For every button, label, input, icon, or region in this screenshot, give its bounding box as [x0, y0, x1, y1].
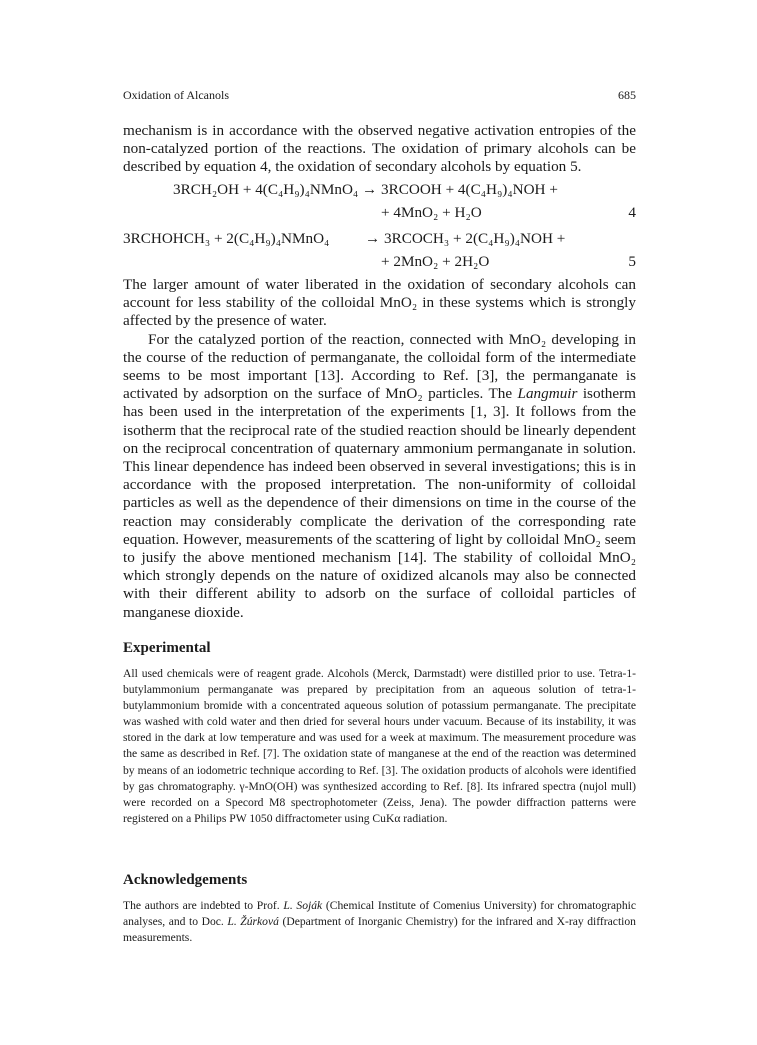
- paragraph-water: The larger amount of water liberated in the oxidation of secondary alcohols can account for less stability of the colloidal MnO₂ in these systems which is strongly affected by the presence of water.: [123, 276, 636, 330]
- equation-4-number: 4: [628, 204, 636, 221]
- equation-5-number: 5: [628, 253, 636, 270]
- langmuir-term: Langmuir: [517, 385, 578, 403]
- intro-paragraph: [123, 122, 636, 177]
- experimental-heading: Experimental: [123, 640, 211, 656]
- ack-part-2: (Chemical Institute of Comenius University) for chromatographic analyses, and to Doc.: [123, 899, 636, 929]
- paragraph-catalyzed: [123, 331, 636, 622]
- ack-name-1: L. Soják: [283, 899, 323, 912]
- equation-4-line-1: 3RCH₂OH + 4(C₄H₉)₄NMnO₄ → 3RCOOH + 4(C₄H₉)₄NOH +: [173, 181, 558, 198]
- equation-5-lhs: 3RCHOHCH₃ + 2(C₄H₉)₄NMnO₄: [123, 230, 330, 247]
- equation-5-rhs-line-2: + 2MnO₂ + 2H₂O: [381, 253, 490, 270]
- equation-5-rhs-line-1: → 3RCOCH₃ + 2(C₄H₉)₄NOH +: [365, 230, 566, 247]
- body-paragraphs: [123, 276, 636, 622]
- running-title: Oxidation of Alcanols: [123, 88, 229, 102]
- paragraph-catalyzed-part-2: isotherm has been used in the interpretation of the experiments [1, 3]. It follows from the isotherm that the reciprocal rate of the studied reaction should be linearly dependent on the reciprocal concentration of quaternary ammonium permanganate in solution. This linear dependence has indeed been observed in several investigations; this is in accordance with the proposed interpretation. The non-uniformity of colloidal particles as well as the dependence of their dimensions on time in the course of the reaction may considerably complicate the derivation of the corresponding rate equation. However, measurements of the scattering of light by colloidal MnO₂ seem to jusify the above mentioned mechanism [14]. The stability of colloidal MnO₂ which strongly depends on the nature of oxidized alcanols may also be connected with their different ability to adsorb on the surface of colloidal particles of manganese dioxide.: [123, 385, 636, 621]
- experimental-text: All used chemicals were of reagent grade. Alcohols (Merck, Darmstadt) were distilled prior to use. Tetra-1-butylammonium permanganate was prepared by precipitation from an aqueous solution of tetra-1-butylammonium bromide with a concentrated aqueous solution of potassium permanganate. The precipitate was washed with cold water and then dried for several hours under vacuum. Because of its instability, it was stored in the dark at low temperature and was used for a week at maximum. The measurement procedure was the same as described in Ref. [7]. The oxidation state of manganese at the end of the reaction was determined by means of an iodometric technique according to Ref. [3]. The oxidation products of alcohols were identified by gas chromatography. γ-MnO(OH) was synthesized according to Ref. [8]. Its infrared spectra (nujol mull) were recorded on a Specord M8 spectrophotometer (Zeiss, Jena). The powder diffraction patterns were registered on a Philips PW 1050 diffractometer using CuKα radiation.: [123, 667, 636, 825]
- acknowledgements-section: [123, 898, 636, 946]
- intro-paragraph-text: mechanism is in accordance with the observed negative activation entropies of the non-catalyzed portion of the reactions. The oxidation of primary alcohols can be described by equation 4, the oxidation of secondary alcohols by equation 5.: [123, 122, 636, 176]
- ack-name-2: L. Žúrková: [227, 915, 279, 929]
- experimental-section: [123, 666, 636, 827]
- ack-part-1: The authors are indebted to Prof.: [123, 899, 284, 912]
- page-number: 685: [618, 88, 636, 102]
- acknowledgements-text: [123, 898, 636, 946]
- equation-4-line-2: + 4MnO₂ + H₂O: [381, 204, 482, 221]
- running-header: [123, 88, 636, 106]
- acknowledgements-heading: Acknowledgements: [123, 872, 248, 888]
- ack-part-3: (Department of Inorganic Chemistry) for the infrared and X-ray diffraction measurements.: [123, 915, 636, 945]
- paragraph-catalyzed-part-1: For the catalyzed portion of the reaction, connected with MnO₂ developing in the course of the reduction of permanganate, the colloidal form of the intermediate seems to be most important [13]. According to Ref. [3], the permanganate is activated by adsorption on the surface of MnO₂ particles. The: [123, 330, 636, 403]
